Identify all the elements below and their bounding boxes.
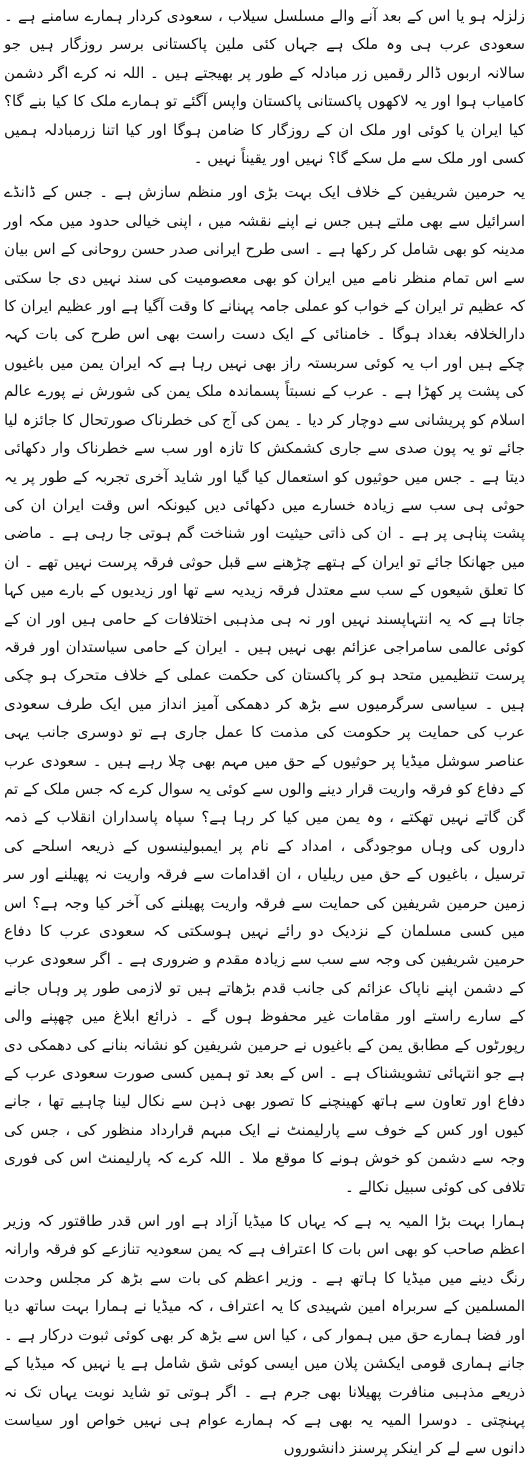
article-paragraph-1: زلزلہ ہو یا اس کے بعد آنے والے مسلسل سیلاب ، سعودی کردار ہمارے سامنے ہے ۔ سعودی عرب ہی وہ ملک ہے جہاں کئی ملین پاکستانی برسر روزگار ہیں جو سالانہ اربوں ڈالر رقمیں زر مبادلہ کے طور پر بھیجتے ہیں ۔ اللہ نہ کرے اگر دشمن کامیاب ہوا اور یہ لاکھوں پاکستانی پاکستان واپس آگئے تو ہمارے ملک کا کیا بنے گا؟ کیا ایران یا کوئی اور ملک ان کے روزگار کا ضامن ہوگا اور کیا اتنا زرمبادلہ ہمیں کسی اور ملک سے مل سکے گا؟ نہیں اور یقیناً نہیں ۔ [4, 7, 525, 168]
article-page [4, 2, 525, 1458]
article-paragraph-2: یہ حرمین شریفین کے خلاف ایک بہت بڑی اور منظم سازش ہے ۔ جس کے ڈانڈے اسرائیل سے بھی ملتے ہیں جس نے اپنے نقشہ میں ، اپنی خیالی حدود میں مکہ اور مدینہ کو بھی شامل کر رکھا ہے ۔ اسی طرح ایرانی صدر حسن روحانی کے اس بیان سے اس تمام منظر نامے میں ایران کو بھی معصومیت کی سند نہیں دی جا سکتی کہ عظیم تر ایران کے خواب کو عملی جامہ پہنانے کا وقت آگیا ہے اور عظیم ایران کا دارالخلافہ بغداد ہوگا ۔ خامنائی کے ایک دست راست بھی اس طرح کی بات کہہ چکے ہیں اور اب یہ کوئی سربستہ راز بھی نہیں رہا ہے کہ ایران یمن میں باغیوں کی پشت پر کھڑا ہے ۔ عرب کے نسبتاً پسماندہ ملک یمن کی شورش نے پورے عالم اسلام کو پریشانی سے دوچار کر دیا ۔ یمن کی آج کی خطرناک صورتحال کا جائزہ لیا جائے تو یہ پون صدی سے جاری کشمکش کا تازہ اور سب سے خطرناک وار دکھائی دیتا ہے ۔ جس میں حوثیوں کو استعمال کیا گیا اور شاید آخری تجربہ کے طور پر یہ حوثی ہی سب سے زیادہ خسارے میں دکھائی دیں کیونکہ اس وقت ایران ان کی پشت پناہی پر ہے ۔ ان کی ذاتی حیثیت اور شناخت گم ہوتی جا رہی ہے ۔ ماضی میں جھانکا جائے تو ایران کے ہتھے چڑھنے سے قبل حوثی فرقہ پرست نہیں تھے ۔ ان کا تعلق شیعوں کے سب سے معتدل فرقہ زیدیہ سے تھا اور زیدیوں کے بارے میں کہا جاتا ہے کہ یہ انتہاپسند نہیں اور نہ ہی مذہبی اختلافات کے حامی ہیں اور ان کے کوئی عالمی سامراجی عزائم بھی نہیں ہیں ۔ ایران کے حامی سیاستدان اور فرقہ پرست تنظیمیں متحد ہو کر پاکستان کی حکمت عملی کے خلاف متحرک ہو چکی ہیں ۔ سیاسی سرگرمیوں سے بڑھ کر دھمکی آمیز انداز میں ایک طرف سعودی عرب کی حمایت پر حکومت کی مذمت کا عمل جاری ہے تو دوسری جانب یہی عناصر سوشل میڈیا پر حوثیوں کے حق میں مہم بھی چلا رہے ہیں ۔ سعودی عرب کے دفاع کو فرقہ واریت قرار دینے والوں سے کوئی یہ سوال کرے کہ جس ملک کے تم گن گاتے نہیں تھکتے ، وہ یمن میں کیا کر رہا ہے؟ سپاہ پاسداران انقلاب کے ذمہ داروں کی وہاں موجودگی ، امداد کے نام پر ایمبولینسوں کے ذریعہ اسلحے کی ترسیل ، باغیوں کے حق میں ریلیاں ، ان اقدامات سے فرقہ واریت نہ پھیلنے اور سر زمین حرمین شریفین کی حمایت سے فرقہ واریت پھیلنے کی آخر کیا وجہ ہے؟ اس میں کسی مسلمان کے نزدیک دو رائے نہیں ہوسکتی کہ سعودی عرب کا دفاع حرمین شریفین کی وجہ سے سب سے زیادہ مقدم و ضروری ہے ۔ اگر سعودی عرب کے دشمن اپنے ناپاک عزائم کی جانب قدم بڑھاتے ہیں تو لازمی طور پر وہاں جانے کے سارے راستے اور مقامات غیر محفوظ ہوں گے ۔ ذرائع ابلاغ میں چھپنے والی رپورٹوں کے مطابق یمن کے باغیوں نے حرمین شریفین کو نشانہ بنانے کی دھمکی دی ہے جو انتہائی تشویشناک ہے ۔ اس کے بعد تو ہمیں کسی صورت سعودی عرب کے دفاع اور تعاون سے ہاتھ کھینچنے کا تصور بھی ذہن سے نکال لینا چاہیے تھا ، جانے کیوں اور کس کے خوف سے پارلیمنٹ نے ایک مبہم قرارداد منظور کی ، جس کی وجہ سے دشمن کو خوش ہونے کا موقع ملا ۔ اللہ کرے کہ پارلیمنٹ اس کی فوری تلافی کی کوئی سبیل نکالے ۔ [4, 183, 525, 1196]
article-paragraph-3: ہمارا بہت بڑا المیہ یہ ہے کہ یہاں کا میڈیا آزاد ہے اور اس قدر طاقتور کہ وزیر اعظم صاحب کو بھی اس بات کا اعتراف ہے کہ یمن سعودیہ تنازعے کو فرقہ وارانہ رنگ دینے میں میڈیا کا ہاتھ ہے ۔ وزیر اعظم کی بات سے بڑھ کر مجلس وحدت المسلمین کے سربراہ امین شہیدی کا یہ اعتراف ، کہ میڈیا نے ہمارا بہت ساتھ دیا اور فضا ہمارے حق میں ہموار کی ، کیا اس سے بڑھ کر بھی کوئی ثبوت درکار ہے ۔ جانے ہماری قومی ایکشن پلان میں ایسی کوئی شق شامل ہے یا نہیں کہ میڈیا کے ذریعے مذہبی منافرت پھیلانا بھی جرم ہے ۔ اگر ہوتی تو شاید نوبت یہاں تک نہ پہنچتی ۔ دوسرا المیہ یہ بھی ہے کہ ہمارے عوام ہی نہیں خواص اور سیاست دانوں سے لے کر اینکر پرسنز دانشوروں [4, 1212, 525, 1458]
